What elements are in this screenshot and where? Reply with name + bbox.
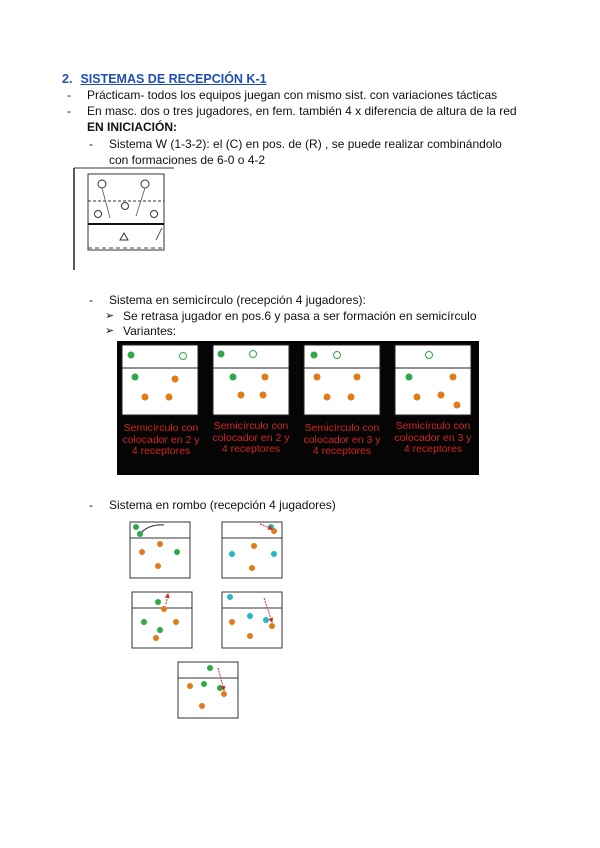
sistema-w-line1	[89, 137, 502, 152]
arrow-bullet-icon: ➢	[105, 310, 115, 322]
variante-caption: Semicírculo con colocador en 3 y 4 receptores	[394, 420, 472, 455]
bullet-dash: -	[67, 104, 71, 118]
arrow-item	[105, 324, 177, 339]
rombo-court-1	[130, 522, 190, 578]
bullet-dash: -	[67, 88, 71, 102]
rombo-court-5	[178, 662, 238, 718]
rombo-court-2	[222, 522, 282, 578]
sistema-w-text: Sistema W (1-3-2): el (C) en pos. de (R) , se puede realizar combinándolo	[109, 137, 502, 151]
court-3	[304, 345, 380, 415]
bullet-item	[67, 88, 498, 103]
variantes-panel	[117, 341, 479, 475]
bullet-dash: -	[89, 498, 93, 512]
arrow-bullet-icon: ➢	[105, 325, 115, 337]
rombo-court-4	[222, 592, 282, 648]
section-number: 2.	[62, 72, 73, 86]
sistema-w-diagram	[70, 166, 180, 272]
section-heading	[62, 72, 267, 86]
semicirculo-title	[89, 293, 366, 308]
rombo-diagrams	[124, 518, 294, 724]
bullet-dash: -	[89, 293, 93, 307]
variante-caption: Semicírculo con colocador en 2 y 4 receptores	[122, 422, 200, 457]
bullet-text: Prácticam- todos los equipos juegan con mismo sist. con variaciones tácticas	[87, 88, 498, 102]
court-1	[122, 345, 198, 415]
bullet-dash: -	[89, 137, 93, 151]
variante-caption: Semicírculo con colocador en 2 y 4 receptores	[212, 420, 290, 455]
court-2	[213, 345, 289, 415]
section-title: SISTEMAS DE RECEPCIÓN K-1	[80, 72, 267, 86]
subheading: EN INICIACIÓN:	[87, 120, 177, 134]
variante-caption: Semicírculo con colocador en 3 y 4 receptores	[303, 422, 381, 457]
court-4	[395, 345, 471, 415]
rombo-title	[89, 498, 336, 513]
arrow-item	[105, 309, 477, 324]
arrow-item-text: Variantes:	[123, 324, 177, 338]
bullet-item	[67, 104, 517, 119]
bullet-text: En masc. dos o tres jugadores, en fem. también 4 x diferencia de altura de la red	[87, 104, 517, 118]
arrow-item-text: Se retrasa jugador en pos.6 y pasa a ser formación en semicírculo	[123, 309, 477, 323]
rombo-title-text: Sistema en rombo (recepción 4 jugadores)	[109, 498, 336, 512]
semicirculo-title-text: Sistema en semicírculo (recepción 4 jugadores):	[109, 293, 366, 307]
sistema-w-line2: con formaciones de 6-0 o 4-2	[109, 153, 266, 167]
rombo-court-3	[132, 592, 192, 648]
